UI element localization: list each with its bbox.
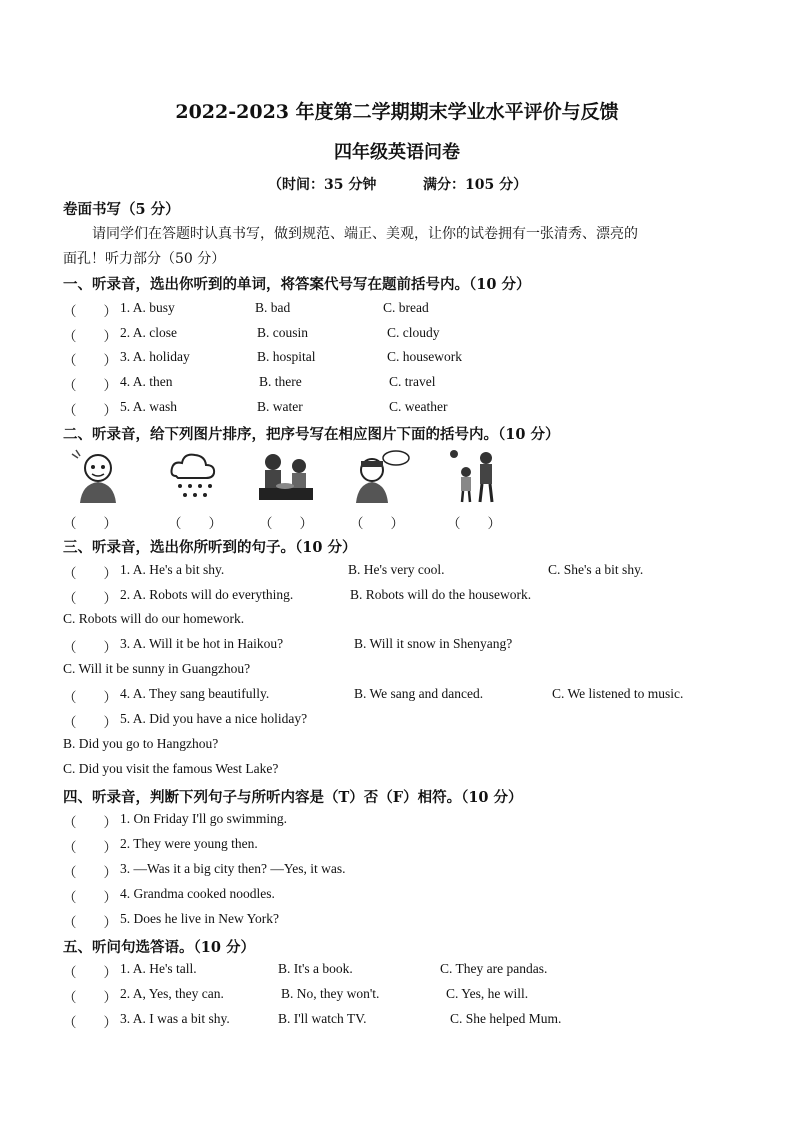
answer-blank[interactable]: （ ） xyxy=(447,516,501,531)
writing-line-2: 面孔！听力部分（50 分） xyxy=(63,251,226,267)
p1-q5-a: 5. A. wash xyxy=(120,399,177,414)
p3-q4-b: B. We sang and danced. xyxy=(354,686,484,701)
answer-blank[interactable]: （ ） xyxy=(63,591,117,606)
p5-q2-c: C. Yes, he will. xyxy=(446,986,529,1001)
answer-blank[interactable]: （ ） xyxy=(63,915,117,930)
writing-line-1: 请同学们在答题时认真书写，做到规范、端正、美观，让你的试卷拥有一张清秀、漂亮的 xyxy=(92,226,638,242)
answer-blank[interactable]: （ ） xyxy=(63,403,117,418)
part4-heading: 四、听录音，判断下列句子与所听内容是（T）否（F）相符。（10 分） xyxy=(63,789,523,806)
p3-q1-c: C. She's a bit shy. xyxy=(548,562,644,577)
rain-cloud-icon xyxy=(168,448,218,504)
part2-heading: 二、听录音，给下列图片排序，把序号写在相应图片下面的括号内。（10 分） xyxy=(63,426,560,443)
answer-blank[interactable]: （ ） xyxy=(63,640,117,655)
p1-q4-c: C. travel xyxy=(389,374,436,389)
p3-q1-a: 1. A. He's a bit shy. xyxy=(120,562,225,577)
p1-q3-b: B. hospital xyxy=(257,349,316,364)
p1-q1-c: C. bread xyxy=(383,300,429,315)
p3-q3-c: C. Will it be sunny in Guangzhou? xyxy=(63,661,251,676)
exam-score: 满分：105 分） xyxy=(423,177,528,193)
answer-blank[interactable]: （ ） xyxy=(63,1015,117,1030)
p3-q3-a: 3. A. Will it be hot in Haikou? xyxy=(120,636,284,651)
writing-heading: 卷面书写（5 分） xyxy=(63,201,180,218)
answer-blank[interactable]: （ ） xyxy=(350,516,404,531)
p1-q1-b: B. bad xyxy=(255,300,291,315)
answer-blank[interactable]: （ ） xyxy=(63,815,117,830)
answer-blank[interactable]: （ ） xyxy=(259,516,313,531)
p5-q2-a: 2. A, Yes, they can. xyxy=(120,986,224,1001)
answer-blank[interactable]: （ ） xyxy=(63,353,117,368)
old-man-icon xyxy=(68,448,128,504)
answer-blank[interactable]: （ ） xyxy=(63,990,117,1005)
part5-heading: 五、听问句选答语。（10 分） xyxy=(63,939,255,956)
answer-blank[interactable]: （ ） xyxy=(63,329,117,344)
p3-q5-c: C. Did you visit the famous West Lake? xyxy=(63,761,279,776)
page-title: 2022-2023 年度第二学期期末学业水平评价与反馈 xyxy=(175,101,619,123)
p1-q2-c: C. cloudy xyxy=(387,325,440,340)
p5-q2-b: B. No, they won't. xyxy=(281,986,380,1001)
answer-blank[interactable]: （ ） xyxy=(63,865,117,880)
answer-blank[interactable]: （ ） xyxy=(63,378,117,393)
answer-blank[interactable]: （ ） xyxy=(63,840,117,855)
p5-q3-c: C. She helped Mum. xyxy=(450,1011,562,1026)
answer-blank[interactable]: （ ） xyxy=(63,304,117,319)
cooking-icon xyxy=(255,448,317,504)
exam-time: （时间：35 分钟 xyxy=(268,177,377,193)
answer-blank[interactable]: （ ） xyxy=(63,890,117,905)
p1-q3-c: C. housework xyxy=(387,349,462,364)
p3-q2-b: B. Robots will do the housework. xyxy=(350,587,532,602)
answer-blank[interactable]: （ ） xyxy=(168,516,222,531)
p3-q3-b: B. Will it snow in Shenyang? xyxy=(354,636,513,651)
p5-q1-c: C. They are pandas. xyxy=(440,961,548,976)
answer-blank[interactable]: （ ） xyxy=(63,715,117,730)
p3-q5-b: B. Did you go to Hangzhou? xyxy=(63,736,219,751)
p3-q4-a: 4. A. They sang beautifully. xyxy=(120,686,270,701)
page-subtitle: 四年级英语问卷 xyxy=(334,142,460,163)
p5-q3-a: 3. A. I was a bit shy. xyxy=(120,1011,230,1026)
p1-q4-b: B. there xyxy=(259,374,302,389)
p4-q1: 1. On Friday I'll go swimming. xyxy=(120,811,288,826)
boy-talking-icon xyxy=(350,448,412,504)
answer-blank[interactable]: （ ） xyxy=(63,516,117,531)
p3-q2-c: C. Robots will do our homework. xyxy=(63,611,245,626)
answer-blank[interactable]: （ ） xyxy=(63,690,117,705)
p1-q4-a: 4. A. then xyxy=(120,374,173,389)
p5-q3-b: B. I'll watch TV. xyxy=(278,1011,367,1026)
p1-q1-a: 1. A. busy xyxy=(120,300,175,315)
part1-heading: 一、听录音，选出你听到的单词，将答案代号写在题前括号内。（10 分） xyxy=(63,276,531,293)
p3-q1-b: B. He's very cool. xyxy=(348,562,445,577)
p3-q5-a: 5. A. Did you have a nice holiday? xyxy=(120,711,308,726)
p1-q3-a: 3. A. holiday xyxy=(120,349,190,364)
p4-q5: 5. Does he live in New York? xyxy=(120,911,279,926)
p1-q5-b: B. water xyxy=(257,399,303,414)
p3-q4-c: C. We listened to music. xyxy=(552,686,684,701)
p4-q3: 3. —Was it a big city then? —Yes, it was. xyxy=(120,861,346,876)
p1-q5-c: C. weather xyxy=(389,399,448,414)
family-walk-icon xyxy=(444,448,502,504)
p3-q2-a: 2. A. Robots will do everything. xyxy=(120,587,294,602)
p4-q4: 4. Grandma cooked noodles. xyxy=(120,886,275,901)
answer-blank[interactable]: （ ） xyxy=(63,566,117,581)
answer-blank[interactable]: （ ） xyxy=(63,965,117,980)
p4-q2: 2. They were young then. xyxy=(120,836,258,851)
p5-q1-b: B. It's a book. xyxy=(278,961,353,976)
p1-q2-b: B. cousin xyxy=(257,325,309,340)
p5-q1-a: 1. A. He's tall. xyxy=(120,961,197,976)
part3-heading: 三、听录音，选出你所听到的句子。（10 分） xyxy=(63,539,357,556)
p1-q2-a: 2. A. close xyxy=(120,325,177,340)
